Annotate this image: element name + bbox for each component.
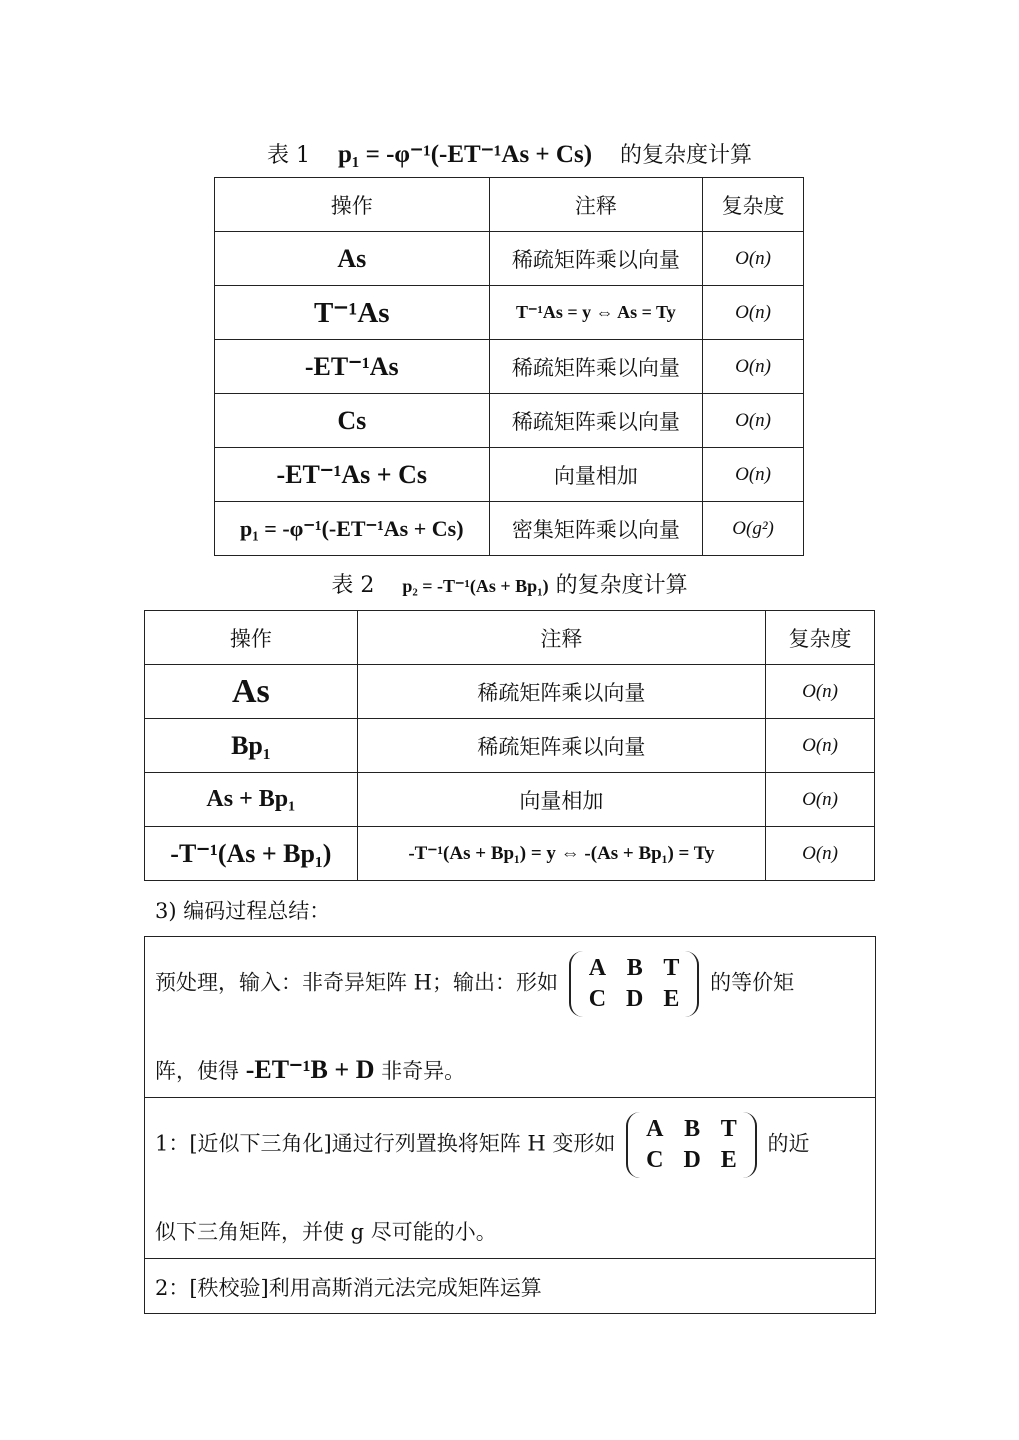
complexity-cell: O(n) xyxy=(703,286,804,340)
matrix-cell: A xyxy=(588,955,607,981)
note-cell: T⁻¹As = y ⇔ As = Ty xyxy=(489,286,703,340)
preprocess-row xyxy=(145,937,875,1098)
op-cell: -ET⁻¹As xyxy=(215,340,490,394)
table1-caption xyxy=(0,138,1019,169)
preprocess-text-b: 的等价矩 xyxy=(710,970,795,995)
table-row xyxy=(215,232,804,286)
table2-header-row xyxy=(145,611,875,665)
table-row xyxy=(215,340,804,394)
note-cell: 密集矩阵乘以向量 xyxy=(489,502,703,556)
complexity-cell: O(n) xyxy=(766,827,875,881)
matrix-cell: D xyxy=(683,1147,701,1173)
matrix-cell: B xyxy=(684,1116,701,1142)
matrix-cell: D xyxy=(626,986,644,1012)
note-cell: 稀疏矩阵乘以向量 xyxy=(357,665,765,719)
table1-caption-formula: p₁ = -φ⁻¹(-ET⁻¹As + Cs) xyxy=(337,141,593,168)
table-row xyxy=(215,286,804,340)
complexity-cell: O(g²) xyxy=(703,502,804,556)
summary-box xyxy=(144,936,876,1314)
table-row xyxy=(145,719,875,773)
matrix-cell: T xyxy=(663,955,680,981)
note-cell: 稀疏矩阵乘以向量 xyxy=(489,394,703,448)
op-cell: -T⁻¹(As + Bp₁) xyxy=(145,827,358,881)
table-row xyxy=(215,502,804,556)
op-cell: As xyxy=(215,232,490,286)
table-row xyxy=(145,665,875,719)
step1-text-a: 1：[近似下三角化]通过行列置换将矩阵 H 变形如 xyxy=(155,1131,616,1156)
preprocess-text-d: 非奇异。 xyxy=(381,1059,466,1083)
note-cell: 稀疏矩阵乘以向量 xyxy=(489,232,703,286)
table-row xyxy=(145,827,875,881)
header-op: 操作 xyxy=(145,611,358,665)
section-title: 3) 编码过程总结： xyxy=(155,899,331,923)
table1-header-row xyxy=(215,178,804,232)
preprocess-text-a: 预处理，输入：非奇异矩阵 H；输出：形如 xyxy=(155,970,558,995)
note-cell: -T⁻¹(As + Bp₁) = y ⇔ -(As + Bp₁) = Ty xyxy=(357,827,765,881)
complexity-cell: O(n) xyxy=(766,773,875,827)
complexity-cell: O(n) xyxy=(766,665,875,719)
matrix-cell: E xyxy=(663,986,680,1012)
header-op: 操作 xyxy=(215,178,490,232)
preprocess-text-c: 阵，使得 xyxy=(155,1059,239,1083)
header-complexity: 复杂度 xyxy=(766,611,875,665)
table2-caption-prefix: 表 2 xyxy=(331,573,375,598)
complexity-cell: O(n) xyxy=(703,232,804,286)
matrix-cell: E xyxy=(720,1147,737,1173)
op-cell: Cs xyxy=(215,394,490,448)
block-matrix xyxy=(626,1112,757,1178)
header-note: 注释 xyxy=(357,611,765,665)
header-note: 注释 xyxy=(489,178,703,232)
op-cell: As xyxy=(145,665,358,719)
step2-row xyxy=(145,1259,875,1313)
step2-text: 2：[秩校验]利用高斯消元法完成矩阵运算 xyxy=(155,1276,542,1300)
note-cell: 向量相加 xyxy=(489,448,703,502)
step1-text-b: 的近 xyxy=(767,1131,810,1156)
note-cell: 稀疏矩阵乘以向量 xyxy=(357,719,765,773)
table-row xyxy=(215,394,804,448)
table2-caption xyxy=(0,568,1019,599)
matrix-cell: C xyxy=(588,986,607,1012)
matrix-cell: A xyxy=(646,1116,664,1142)
table1-caption-suffix: 的复杂度计算 xyxy=(620,143,753,168)
complexity-cell: O(n) xyxy=(766,719,875,773)
complexity-cell: O(n) xyxy=(703,394,804,448)
table2 xyxy=(144,610,875,881)
note-cell: 稀疏矩阵乘以向量 xyxy=(489,340,703,394)
table2-caption-suffix: 的复杂度计算 xyxy=(555,573,688,598)
matrix-cell: T xyxy=(720,1116,737,1142)
header-complexity: 复杂度 xyxy=(703,178,804,232)
step1-row xyxy=(145,1098,875,1259)
table-row xyxy=(215,448,804,502)
table1-caption-prefix: 表 1 xyxy=(266,143,310,168)
step1-text-c: 似下三角矩阵，并使 g 尽可能的小。 xyxy=(155,1220,497,1244)
table1 xyxy=(214,177,804,556)
table2-caption-formula: p₂ = -T⁻¹(As + Bp₁) xyxy=(402,576,549,596)
op-cell: As + Bp₁ xyxy=(145,773,358,827)
op-cell: p₁ = -φ⁻¹(-ET⁻¹As + Cs) xyxy=(215,502,490,556)
op-cell: -ET⁻¹As + Cs xyxy=(215,448,490,502)
block-matrix xyxy=(569,951,700,1017)
op-cell: T⁻¹As xyxy=(215,286,490,340)
table-row xyxy=(145,773,875,827)
note-cell: 向量相加 xyxy=(357,773,765,827)
preprocess-formula: -ET⁻¹B + D xyxy=(245,1055,375,1084)
matrix-cell: C xyxy=(646,1147,664,1173)
op-cell: Bp₁ xyxy=(145,719,358,773)
complexity-cell: O(n) xyxy=(703,340,804,394)
matrix-cell: B xyxy=(626,955,643,981)
complexity-cell: O(n) xyxy=(703,448,804,502)
